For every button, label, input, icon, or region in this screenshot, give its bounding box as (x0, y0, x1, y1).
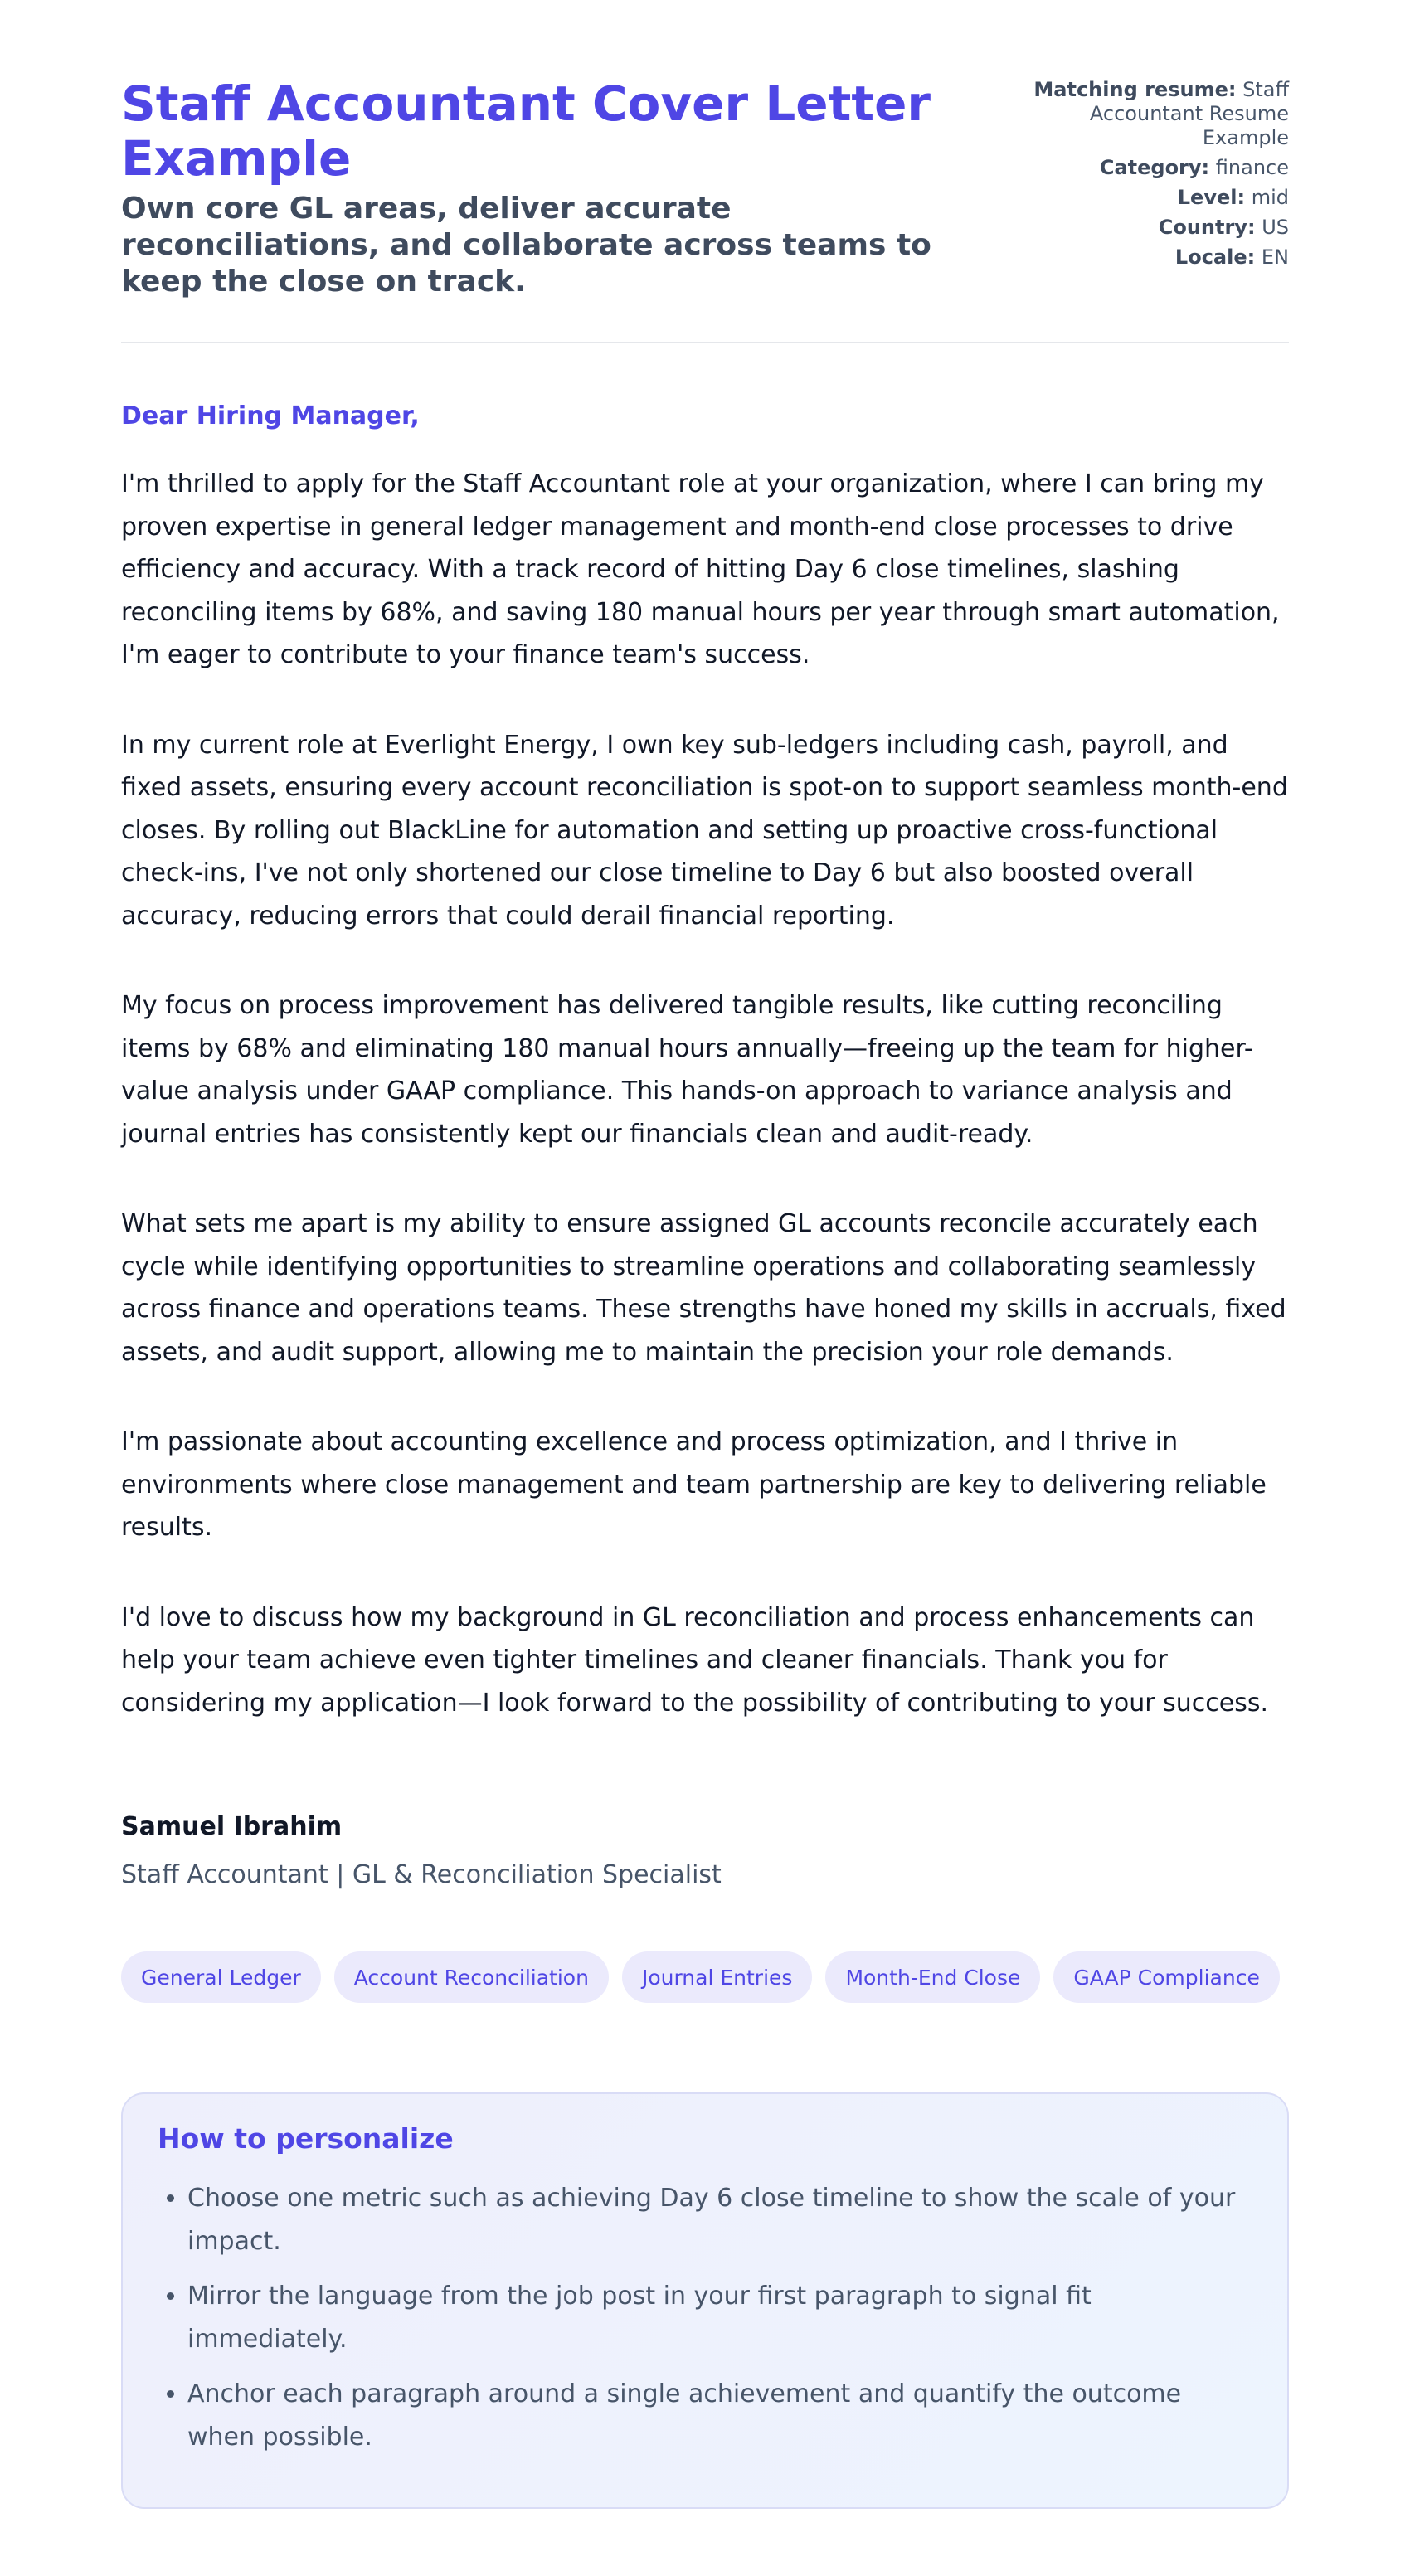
skill-tag: GAAP Compliance (1053, 1951, 1279, 2003)
meta-locale (1015, 245, 1289, 270)
meta-panel (1015, 76, 1289, 275)
meta-label: Level: (1177, 186, 1246, 209)
meta-label: Category: (1099, 156, 1210, 179)
letter-paragraph: I'd love to discuss how my background in GL reconciliation and process enhancements can help your team achieve even tighter timelines and cleaner financials. Thank you for considering my application—I look forward to the possibility of contributing to your success. (121, 1602, 1269, 1718)
signature-title: Staff Accountant | GL & Reconciliation Specialist (121, 1860, 722, 1889)
page-subtitle: Own core GL areas, deliver accurate reconciliations, and collaborate across teams to keep the close on track. (121, 192, 931, 299)
page-title: Staff Accountant Cover Letter Example (121, 75, 931, 187)
letter-body (121, 463, 1289, 1724)
skill-tag: General Ledger (121, 1951, 321, 2003)
meta-value: finance (1215, 156, 1289, 179)
meta-matching-resume (1015, 78, 1289, 150)
tips-title: How to personalize (158, 2122, 454, 2155)
meta-category (1015, 156, 1289, 180)
meta-label: Country: (1158, 216, 1256, 239)
meta-value: Staff Accountant Resume Example (1089, 78, 1289, 149)
skill-tags (121, 1951, 1289, 2003)
letter-paragraph: In my current role at Everlight Energy, I own key sub-ledgers including cash, payroll, and fixed assets, ensuring every account reconciliation is spot-on to support seamless month-end closes. By rolling out BlackLine for automation and setting up proactive cross-functional check-ins, I've not only shortened our close timeline to Day 6 but also boosted overall accuracy, reducing errors that could derail financial reporting. (121, 730, 1288, 931)
letter-paragraph: I'm passionate about accounting excellence and process optimization, and I thrive in environments where close management and team partnership are key to delivering reliable results. (121, 1427, 1267, 1542)
meta-value: EN (1261, 245, 1289, 269)
meta-value: mid (1251, 186, 1289, 209)
tip-item: • Choose one metric such as achieving Day 6 close timeline to show the scale of your impact. (187, 2177, 1252, 2263)
tip-item: • Mirror the language from the job post in your first paragraph to signal fit immediately. (187, 2275, 1252, 2361)
meta-level (1015, 186, 1289, 210)
meta-label: Matching resume: (1033, 78, 1237, 101)
letter-paragraph: My focus on process improvement has delivered tangible results, like cutting reconciling items by 68% and eliminating 180 manual hours annually—freeing up the team for higher-value analysis under GAAP compliance. This hands-on approach to variance analysis and journal entries has consistently kept our financials clean and audit-ready. (121, 991, 1253, 1149)
signature-block (121, 1810, 1289, 1892)
salutation: Dear Hiring Manager, (121, 401, 420, 430)
letter-paragraph: What sets me apart is my ability to ensure assigned GL accounts reconcile accurately each cycle while identifying opportunities to streamline operations and collaborating seamlessly across finance and operations teams. These strengths have honed my skills in accruals, fixed assets, and audit support, allowing me to maintain the precision your role demands. (121, 1209, 1286, 1367)
header-titles (121, 76, 959, 300)
skill-tag: Month-End Close (825, 1951, 1040, 2003)
skill-tag: Account Reconciliation (334, 1951, 609, 2003)
letter-paragraph: I'm thrilled to apply for the Staff Accountant role at your organization, where I can bring my proven expertise in general ledger management and month-end close processes to drive efficiency and accuracy. With a track record of hitting Day 6 close timelines, slashing reconciling items by 68%, and saving 180 manual hours per year through smart automation, I'm eager to contribute to your finance team's success. (121, 469, 1280, 669)
personalize-tips-card (121, 2092, 1289, 2509)
signature-name: Samuel Ibrahim (121, 1812, 343, 1841)
skill-tag: Journal Entries (622, 1951, 812, 2003)
cover-letter-page (121, 0, 1289, 2565)
tips-list (158, 2177, 1252, 2459)
page-header (121, 76, 1289, 343)
tip-item: • Anchor each paragraph around a single achievement and quantify the outcome when possible. (187, 2373, 1252, 2459)
meta-value: US (1262, 216, 1289, 239)
meta-country (1015, 216, 1289, 240)
meta-label: Locale: (1174, 245, 1256, 269)
